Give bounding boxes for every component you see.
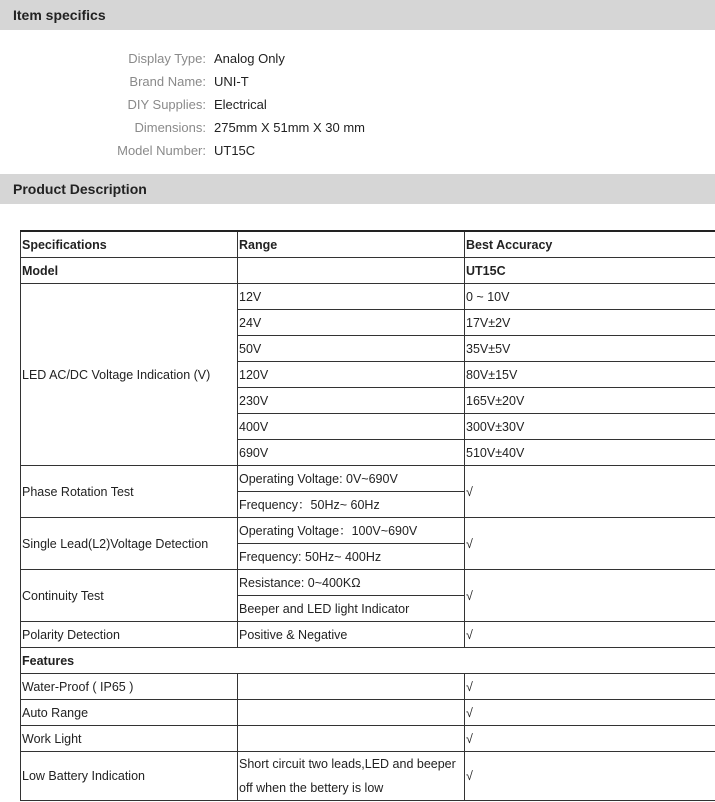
product-description-header xyxy=(0,174,715,204)
spec-value: UNI-T xyxy=(214,74,249,89)
model-range xyxy=(238,258,465,284)
led-accuracy: 300V±30V xyxy=(465,414,715,440)
table-row xyxy=(21,518,715,544)
feature-range xyxy=(238,726,465,752)
spec-row xyxy=(0,49,715,72)
feature-check: √ xyxy=(465,726,715,752)
spec-table xyxy=(20,230,715,801)
product-description-title: Product Description xyxy=(13,181,147,197)
model-label: Model xyxy=(21,258,238,284)
feature-label: Water-Proof ( IP65 ) xyxy=(21,674,238,700)
feature-check: √ xyxy=(465,674,715,700)
spec-label: Display Type: xyxy=(128,51,206,66)
table-row xyxy=(21,622,715,648)
feature-range xyxy=(238,674,465,700)
continuity-label: Continuity Test xyxy=(21,570,238,622)
polarity-label: Polarity Detection xyxy=(21,622,238,648)
led-range: 400V xyxy=(238,414,465,440)
led-range: 12V xyxy=(238,284,465,310)
table-row xyxy=(21,284,715,310)
low-battery-range: Short circuit two leads,LED and beeper off when the bettery is low xyxy=(238,752,465,801)
feature-range xyxy=(238,700,465,726)
continuity-range: Beeper and LED light Indicator xyxy=(238,596,465,622)
led-accuracy: 165V±20V xyxy=(465,388,715,414)
phase-rotation-range: Frequency：50Hz~ 60Hz xyxy=(238,492,465,518)
led-label: LED AC/DC Voltage Indication (V) xyxy=(21,284,238,466)
spec-value: Electrical xyxy=(214,97,267,112)
item-specifics-title: Item specifics xyxy=(13,7,106,23)
table-header-row xyxy=(21,231,715,258)
led-accuracy: 80V±15V xyxy=(465,362,715,388)
header-best-accuracy: Best Accuracy xyxy=(465,231,715,258)
phase-rotation-range: Operating Voltage: 0V~690V xyxy=(238,466,465,492)
spec-row xyxy=(0,118,715,141)
spec-value: 275mm X 51mm X 30 mm xyxy=(214,120,365,135)
low-battery-label: Low Battery Indication xyxy=(21,752,238,801)
table-row xyxy=(21,700,715,726)
single-lead-range: Operating Voltage：100V~690V xyxy=(238,518,465,544)
continuity-range: Resistance: 0~400KΩ xyxy=(238,570,465,596)
continuity-check: √ xyxy=(465,570,715,622)
led-range: 690V xyxy=(238,440,465,466)
table-row xyxy=(21,570,715,596)
led-accuracy: 510V±40V xyxy=(465,440,715,466)
spec-label: Model Number: xyxy=(117,143,206,158)
polarity-range: Positive & Negative xyxy=(238,622,465,648)
spec-row xyxy=(0,72,715,95)
led-range: 50V xyxy=(238,336,465,362)
spec-label: Brand Name: xyxy=(129,74,206,89)
spec-label: Dimensions: xyxy=(134,120,206,135)
item-specifics-list xyxy=(0,30,715,174)
table-row xyxy=(21,466,715,492)
spec-row xyxy=(0,95,715,118)
led-accuracy: 0 ~ 10V xyxy=(465,284,715,310)
led-accuracy: 35V±5V xyxy=(465,336,715,362)
header-range: Range xyxy=(238,231,465,258)
table-row xyxy=(21,258,715,284)
table-row xyxy=(21,648,715,674)
table-row xyxy=(21,674,715,700)
led-range: 230V xyxy=(238,388,465,414)
led-range: 120V xyxy=(238,362,465,388)
feature-check: √ xyxy=(465,700,715,726)
single-lead-range: Frequency: 50Hz~ 400Hz xyxy=(238,544,465,570)
phase-rotation-check: √ xyxy=(465,466,715,518)
features-label: Features xyxy=(21,648,715,674)
single-lead-check: √ xyxy=(465,518,715,570)
led-accuracy: 17V±2V xyxy=(465,310,715,336)
led-range: 24V xyxy=(238,310,465,336)
polarity-check: √ xyxy=(465,622,715,648)
spec-row xyxy=(0,141,715,164)
spec-value: Analog Only xyxy=(214,51,285,66)
header-specifications: Specifications xyxy=(21,231,238,258)
table-row xyxy=(21,752,715,801)
single-lead-label: Single Lead(L2)Voltage Detection xyxy=(21,518,238,570)
low-battery-check: √ xyxy=(465,752,715,801)
product-description-body xyxy=(0,204,715,801)
spec-value: UT15C xyxy=(214,143,256,158)
table-row xyxy=(21,726,715,752)
feature-label: Auto Range xyxy=(21,700,238,726)
item-specifics-header xyxy=(0,0,715,30)
model-value: UT15C xyxy=(465,258,715,284)
spec-label: DIY Supplies: xyxy=(127,97,206,112)
feature-label: Work Light xyxy=(21,726,238,752)
phase-rotation-label: Phase Rotation Test xyxy=(21,466,238,518)
